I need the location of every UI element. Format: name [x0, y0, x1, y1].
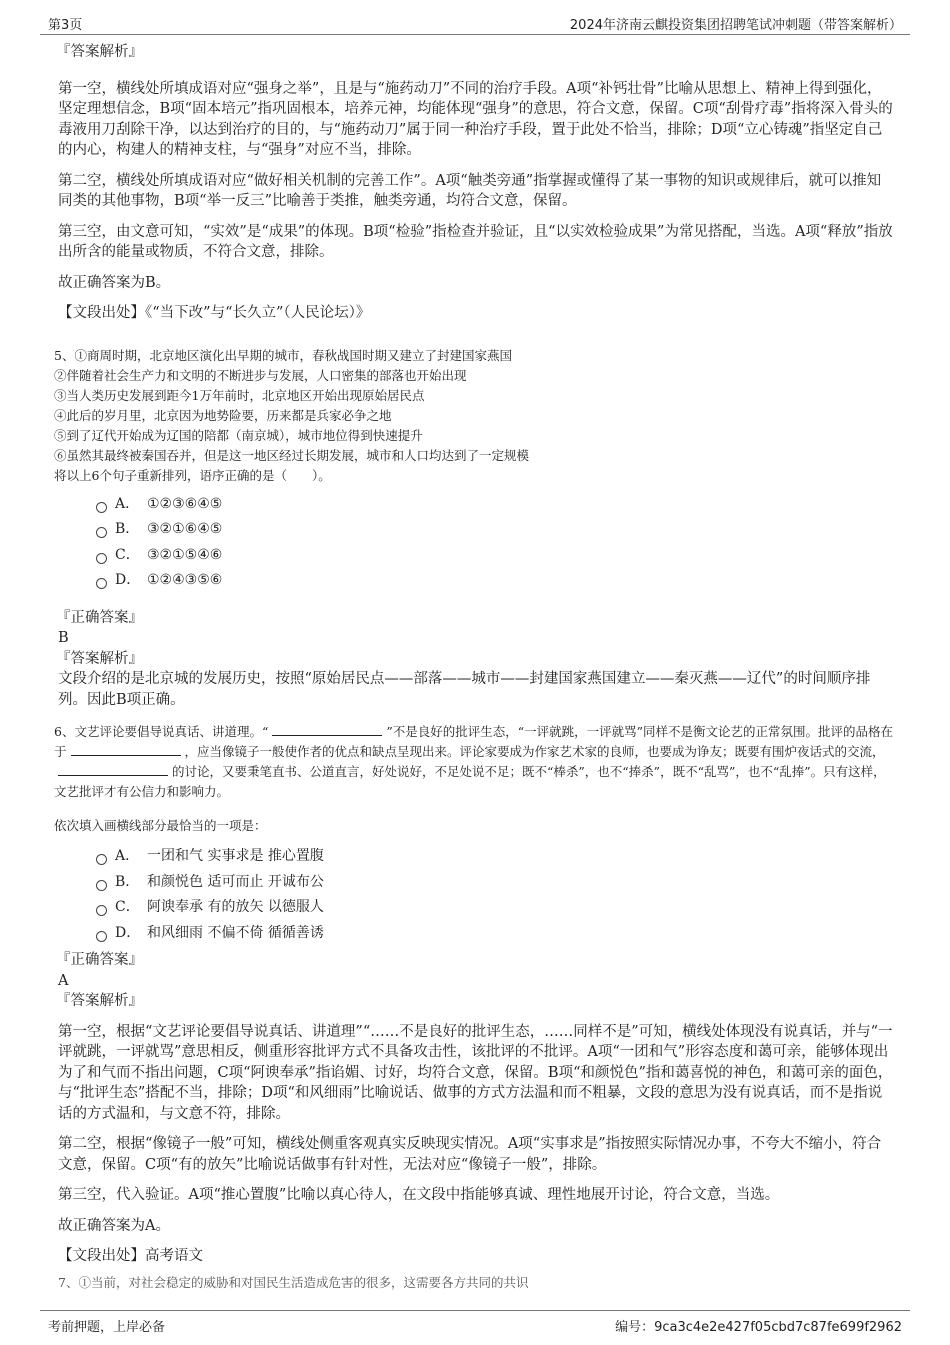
q5-line-6: ⑥虽然其最终被秦国吞并，但是这一地区经过长期发展，城市和人口均达到了一定规模: [54, 447, 530, 463]
q6-analysis-para-3: 第三空，代入验证。A项“推心置腹”比喻以真心待人，在文段中指能够真诚、理性地展开讨论，符合文意，当选。: [58, 1187, 780, 1203]
q5-answer-label: 『正确答案』: [56, 609, 143, 626]
q5-analysis: 文段介绍的是北京城的发展历史，按照“原始居民点——部落——城市——封建国家燕国建立——秦灭燕——辽代”的时间顺序排列。因此B项正确。: [58, 671, 871, 708]
q5-prompt: 将以上6个句子重新排列，语序正确的是（ ）。: [54, 467, 331, 483]
q5-stem: [54, 346, 894, 486]
page-number: 第3页: [48, 18, 83, 33]
q5-option-d[interactable]: D． ①②④③⑤⑥: [58, 568, 894, 594]
q6-answer-statement: 故正确答案为A。: [58, 1217, 170, 1234]
q6-answer: A: [58, 972, 69, 989]
q5-answer: B: [58, 630, 69, 646]
radio-button[interactable]: [96, 905, 107, 916]
q4-answer-statement: 故正确答案为B。: [58, 274, 171, 291]
q5-analysis-label: 『答案解析』: [56, 650, 143, 667]
q6-option-b[interactable]: B． 和颜悦色 适可而止 开诚布公: [58, 870, 894, 896]
page-header: [40, 12, 910, 35]
q6-option-d[interactable]: D． 和风细雨 不偏不倚 循循善诱: [58, 921, 894, 947]
footer-slogan: 考前押题，上岸必备: [48, 1320, 166, 1335]
radio-button[interactable]: [96, 527, 107, 538]
q4-analysis-para-3: 第三空，由文意可知，“实效”是“成果”的体现。B项“检验”指检查并验证，且“以实效检验成果”为常见搭配，当选。A项“释放”指放出所含的能量或物质，不符合文意，排除。: [58, 223, 893, 260]
blank-line: [58, 763, 168, 776]
q5-line-5: ⑤到了辽代开始成为辽国的陪都（南京城），城市地位得到快速提升: [54, 427, 423, 443]
q6-source: 【文段出处】高考语文: [58, 1248, 203, 1264]
q5-line-1: 5、①商周时期，北京地区演化出早期的城市，春秋战国时期又建立了封建国家燕国: [54, 347, 512, 363]
q5-option-b[interactable]: B． ③②①⑥④⑤: [58, 517, 894, 543]
q4-analysis-para-1: 第一空，横线处所填成语对应“强身之举”，且是与“施药动刀”不同的治疗手段。A项“补钙壮骨”比喻从思想上、精神上得到强化，坚定理想信念，B项“固本培元”指巩固根本，培养元神，均能体现“强身”的意思，符合文意，保留。C项“刮骨疗毒”指将深入骨头的毒液用刀刮除干净，以达到治疗的目的，与“施药动刀”属于同一种治疗手段，置于此处不恰当，排除；D项“立心铸魂”指坚定自己的内心，构建人的精神支柱，与“强身”对应不当，排除。: [58, 80, 893, 158]
q5-line-2: ②伴随着社会生产力和文明的不断进步与发展，人口密集的部落也开始出现: [54, 367, 467, 383]
radio-button[interactable]: [96, 553, 107, 564]
q5-line-3: ③当人类历史发展到距今1万年前时，北京地区开始出现原始居民点: [54, 387, 425, 403]
page-content: [54, 42, 894, 1290]
radio-button[interactable]: [96, 854, 107, 865]
document-code: 编号：9ca3c4e2e427f05cbd7c87fe699f2962: [615, 1320, 902, 1335]
radio-button[interactable]: [96, 931, 107, 942]
q6-option-c[interactable]: C． 阿谀奉承 有的放矢 以德服人: [58, 895, 894, 921]
q6-answer-label: 『正确答案』: [56, 952, 143, 968]
radio-button[interactable]: [96, 502, 107, 513]
q6-analysis-para-2: 第二空，根据“像镜子一般”可知，横线处侧重客观真实反映现实情况。A项“实事求是”指按照实际情况办事，不夸大不缩小，符合文意，保留。C项“有的放矢”比喻说话做事有针对性，无法对应“像镜子一般”，排除。: [58, 1136, 882, 1173]
q6-prompt: 依次填入画横线部分最恰当的一项是：: [54, 818, 267, 833]
q4-analysis-para-2: 第二空，横线处所填成语对应“做好相关机制的完善工作”。A项“触类旁通”指掌握或懂得了某一事物的知识或规律后，就可以推知同类的其他事物，B项“举一反三”比喻善于类推，触类旁通，均符合文意，保留。: [58, 172, 882, 209]
q4-analysis-label: 『答案解析』: [56, 44, 143, 60]
radio-button[interactable]: [96, 880, 107, 891]
q5-line-4: ④此后的岁月里，北京因为地势险要，历来都是兵家必争之地: [54, 407, 392, 423]
q6-analysis-para-1: 第一空，根据“文艺评论要倡导说真话、讲道理”“……不是良好的批评生态，……同样不是”可知，横线处体现没有说真话，并与“一评就跳，一评就骂”意思相反，侧重形容批评方式不具备攻击性，该批评的不批评。A项“一团和气”形容态度和蔼可亲，能够体现出为了和气而不指出问题，C项“阿谀奉承”指谄媚、讨好，均符合文意，保留。B项“和颜悦色”指和蔼喜悦的神色，和蔼可亲的面色，与“批评生态”搭配不当，排除；D项“和风细雨”比喻说话、做事的方式方法温和而不粗暴，文段的意思为没有说真话，而不是指说话的方式温和，与文意不符，排除。: [58, 1023, 893, 1122]
blank-line: [272, 723, 382, 736]
q5-option-a[interactable]: A． ①②③⑥④⑤: [58, 492, 894, 518]
q6-option-a[interactable]: A． 一团和气 实事求是 推心置腹: [58, 844, 894, 870]
document-title: 2024年济南云麒投资集团招聘笔试冲刺题（带答案解析）: [569, 18, 902, 33]
radio-button[interactable]: [96, 578, 107, 589]
q5-option-c[interactable]: C． ③②①⑤④⑥: [58, 543, 894, 569]
blank-line: [71, 743, 181, 756]
q6-stem: 6、文艺评论要倡导说真话、讲道理。“ ”不是良好的批评生态，“一评就跳，一评就骂”同样不是衡文论艺的正常氛围。批评的品格在于 ，应当像镜子一般使作者的优点和缺点呈现出来。评论家要成为作家艺术家的良师，也要成为诤友；既要有围炉夜话式的交流，的讨论，又要秉笔直书、公道直言，好处说好，不足处说不足；既不“棒杀”，也不“捧杀”，既不“乱骂”，也不“乱捧”。只有这样，文艺批评才有公信力和影响力。: [54, 724, 894, 799]
q4-source: 【文段出处】《“当下改”与“长久立”（人民论坛）》: [58, 305, 371, 321]
q7-partial-line: 7、①当前，对社会稳定的威胁和对国民生活造成危害的很多，这需要各方共同的共识: [58, 1274, 529, 1290]
page-footer: [40, 1310, 910, 1337]
q6-analysis-label: 『答案解析』: [56, 993, 143, 1009]
